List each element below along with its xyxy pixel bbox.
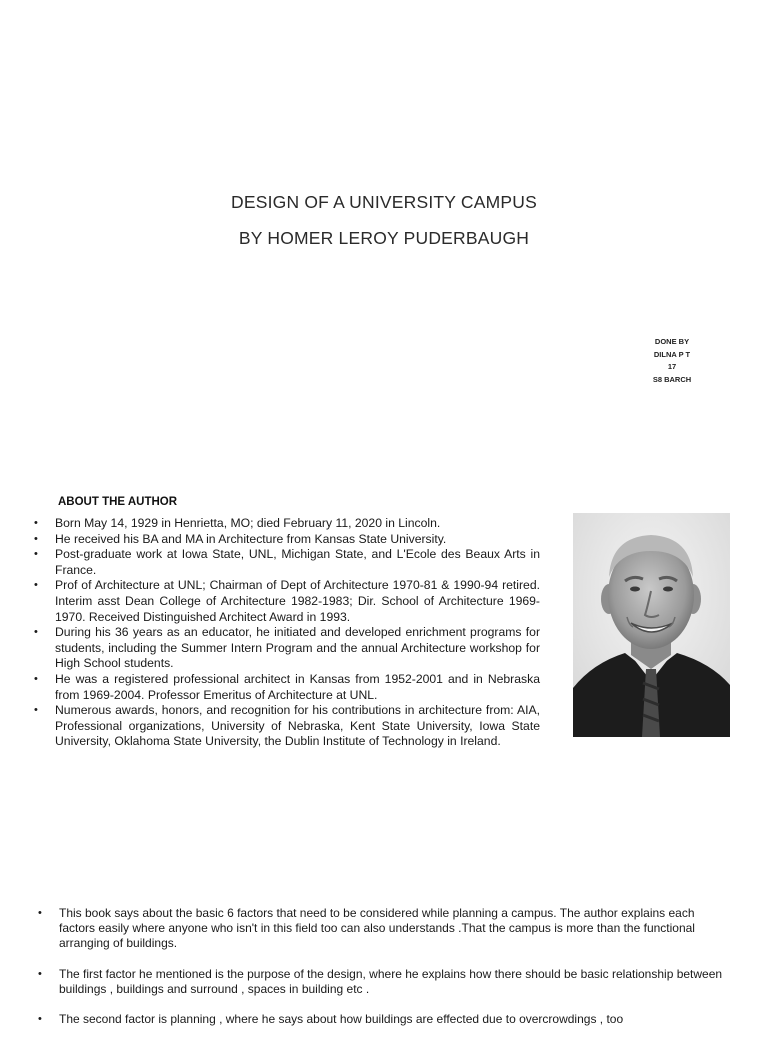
bio-item-text: Numerous awards, honors, and recognition for his contributions in architecture from: AIA, Professional organizations, University of Nebraska, Kent State University, Iowa State University, Oklahoma State University, the Dublin Institute of Technology in Ireland. (55, 703, 540, 749)
credits-block (640, 336, 704, 386)
bio-item (34, 547, 540, 578)
credits-roll: 17 (667, 362, 677, 371)
credits-name: DILNA P T (653, 349, 691, 359)
credits-done-by: DONE BY (654, 337, 690, 346)
about-author-heading: ABOUT THE AUTHOR (58, 496, 178, 508)
bio-item (34, 516, 540, 532)
summary-item (38, 906, 728, 952)
page-title-line-1: DESIGN OF A UNIVERSITY CAMPUS (231, 192, 537, 212)
author-bio-list (34, 516, 540, 750)
book-summary-list (38, 906, 728, 1042)
bio-item (34, 532, 540, 548)
credits-class: S8 BARCH (652, 374, 692, 384)
bio-item-text: He received his BA and MA in Architecture from Kansas State University. (55, 531, 447, 546)
bio-item (34, 625, 540, 672)
summary-item-text: The second factor is planning , where he says about how buildings are effected due to overcrowdings , too (59, 1012, 624, 1027)
bio-item-text: During his 36 years as an educator, he initiated and developed enrichment programs for students, including the Summer Intern Program and the annual Architecture workshop for High School students. (55, 625, 540, 671)
bio-item (34, 578, 540, 625)
summary-item (38, 1012, 728, 1027)
page-title-line-2: BY HOMER LEROY PUDERBAUGH (238, 228, 530, 248)
summary-item-text: The first factor he mentioned is the purpose of the design, where he explains how there should be basic relationship between buildings , buildings and surround , spaces in building etc . (59, 966, 723, 996)
bio-item (34, 703, 540, 750)
bio-item-text: Prof of Architecture at UNL; Chairman of Dept of Architecture 1970-81 & 1990-94 retired. Interim asst Dean College of Architecture 1982-1983; Dir. School of Architecture 1969-1970. Received Distinguished Architect Award in 1993. (55, 578, 540, 624)
portrait-illustration (573, 513, 730, 737)
bio-item-text: He was a registered professional architect in Kansas from 1952-2001 and in Nebraska from 1969-2004. Professor Emeritus of Architecture at UNL. (55, 671, 540, 702)
summary-item-text: This book says about the basic 6 factors that need to be considered while planning a campus. The author explains each factors easily where anyone who isn't in this field too can also understands .That the campus is more than the functional arranging of buildings. (59, 906, 695, 951)
bio-item (34, 672, 540, 703)
bio-item-text: Post-graduate work at Iowa State, UNL, Michigan State, and L'Ecole des Beaux Arts in France. (55, 547, 540, 577)
bio-item-text: Born May 14, 1929 in Henrietta, MO; died February 11, 2020 in Lincoln. (55, 516, 441, 530)
summary-item (38, 967, 728, 997)
author-portrait-photo (573, 513, 730, 737)
